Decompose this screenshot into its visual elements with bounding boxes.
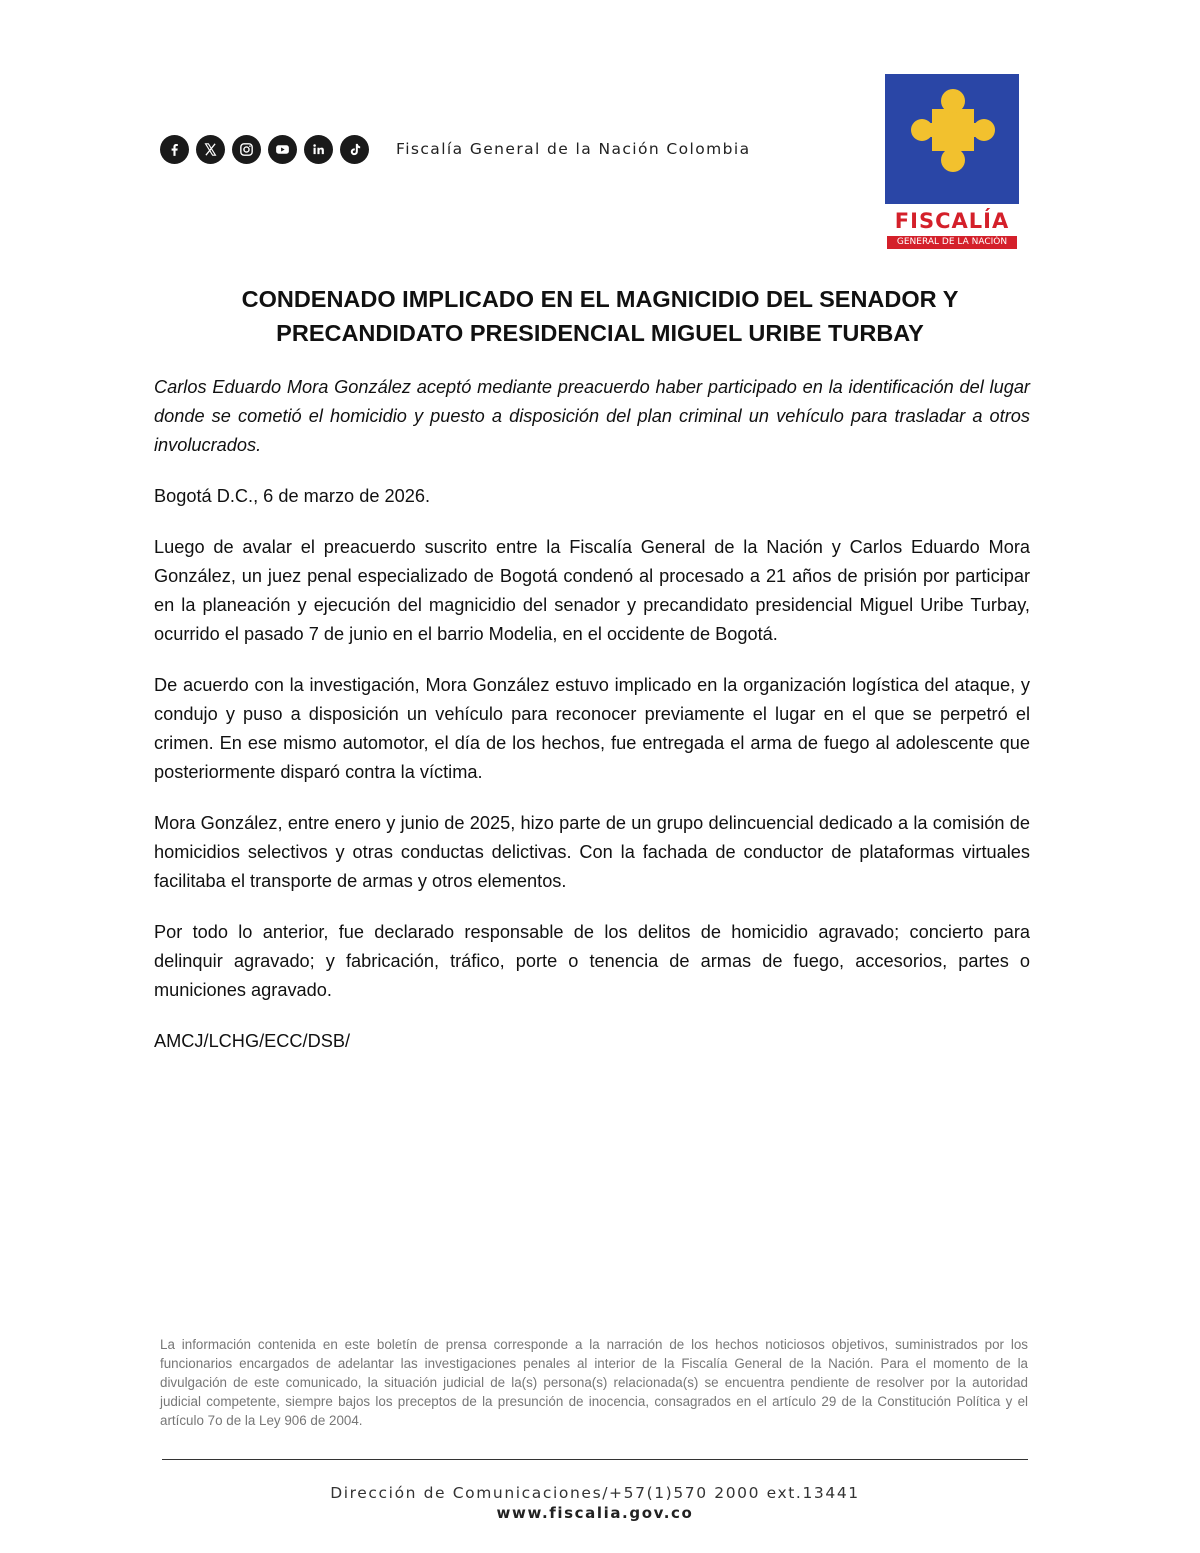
logo-tagline: GENERAL DE LA NACIÓN <box>887 236 1017 249</box>
body-paragraph: Por todo lo anterior, fue declarado responsable de los delitos de homicidio agravado; concierto para delinquir agravado; y fabricación, tráfico, porte o tenencia de armas de fuego, accesorios, partes o municiones agravado. <box>154 922 1030 1000</box>
fiscalia-logo <box>885 74 1019 254</box>
footer-contact: Dirección de Comunicaciones/+57(1)570 2000 ext.13441 <box>330 1484 860 1502</box>
logo-wordmark: FISCALÍA <box>894 209 1010 233</box>
body-paragraph: Luego de avalar el preacuerdo suscrito entre la Fiscalía General de la Nación y Carlos Eduardo Mora González, un juez penal especializado de Bogotá condenó al procesado a 21 años de prisión por participar en la planeación y ejecución del magnicidio del senador y precandidato presidencial Miguel Uribe Turbay, ocurrido el pasado 7 de junio en el barrio Modelia, en el occidente de Bogotá. <box>154 537 1030 644</box>
brand-name: Fiscalía General de la Nación Colombia <box>396 140 751 158</box>
puzzle-logo-box <box>885 74 1019 204</box>
body-paragraph: Mora González, entre enero y junio de 2025, hizo parte de un grupo delincuencial dedicado a la comisión de homicidios selectivos y otras conductas delictivas. Con la fachada de conductor de plataformas virtuales facilitaba el transporte de armas y otros elementos. <box>154 813 1030 891</box>
title-line-1: CONDENADO IMPLICADO EN EL MAGNICIDIO DEL SENADOR Y <box>241 286 959 312</box>
linkedin-icon[interactable] <box>304 135 333 164</box>
dateline: Bogotá D.C., 6 de marzo de 2026. <box>154 486 431 506</box>
x-icon[interactable] <box>196 135 225 164</box>
footer-divider <box>162 1459 1028 1460</box>
body-paragraph: De acuerdo con la investigación, Mora González estuvo implicado en la organización logística del ataque, y condujo y puso a disposición un vehículo para reconocer previamente el lugar en el que se perpetró el crimen. En ese mismo automotor, el día de los hechos, fue entregada el arma de fuego al adolescente que posteriormente disparó contra la víctima. <box>154 675 1030 782</box>
instagram-icon[interactable] <box>232 135 261 164</box>
social-links <box>160 134 750 164</box>
article-body <box>154 373 1030 1078</box>
youtube-icon[interactable] <box>268 135 297 164</box>
facebook-icon[interactable] <box>160 135 189 164</box>
signature-initials: AMCJ/LCHG/ECC/DSB/ <box>154 1031 351 1051</box>
puzzle-piece-icon <box>885 74 1019 204</box>
title-line-2: PRECANDIDATO PRESIDENCIAL MIGUEL URIBE TURBAY <box>276 320 924 346</box>
legal-disclaimer: La información contenida en este boletín de prensa corresponde a la narración de los hechos noticiosos objetivos, suministrados por los funcionarios encargados de adelantar las investigaciones penales al interior de la Fiscalía General de la Nación. Para el momento de la divulgación de este comunicado, la situación judicial de la(s) persona(s) relacionada(s) se encuentra pendiente de resolver por la autoridad judicial competente, siempre bajos los preceptos de la presunción de inocencia, consagrados en el artículo 29 de la Constitución Política y el artículo 7o de la Ley 906 de 2004. <box>160 1337 1028 1428</box>
press-release-title <box>120 282 1080 350</box>
footer-website-link[interactable]: www.fiscalia.gov.co <box>496 1504 694 1522</box>
tiktok-icon[interactable] <box>340 135 369 164</box>
lead-paragraph: Carlos Eduardo Mora González aceptó mediante preacuerdo haber participado en la identificación del lugar donde se cometió el homicidio y puesto a disposición del plan criminal un vehículo para trasladar a otros involucrados. <box>154 377 1030 455</box>
